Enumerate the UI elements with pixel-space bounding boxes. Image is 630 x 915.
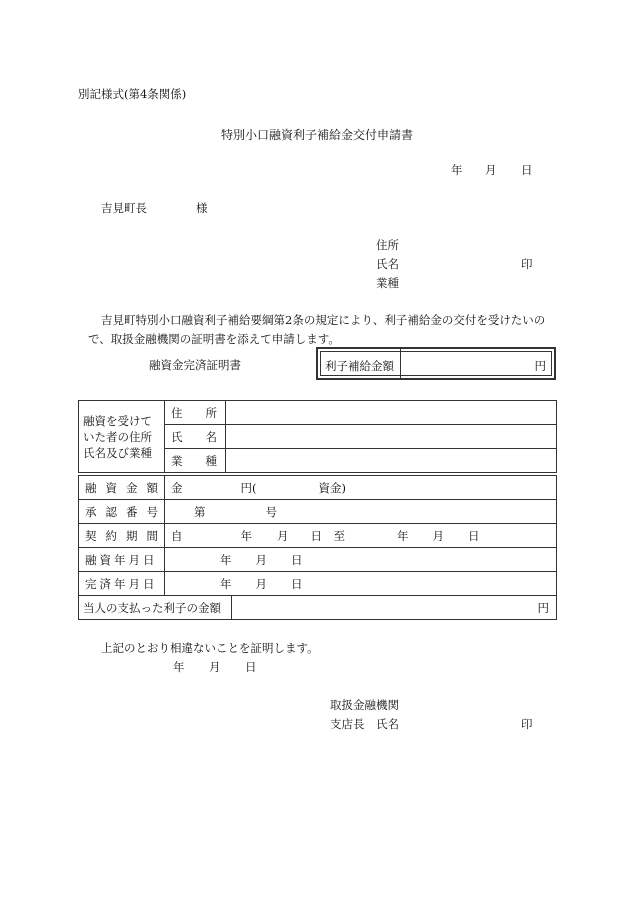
certificate-table — [78, 400, 557, 620]
subsidy-amount-yen: 円 — [534, 359, 546, 373]
footer-date-month: 月 — [209, 660, 221, 674]
footer-date-year: 年 — [173, 660, 185, 674]
business-label: 業 種 — [165, 449, 226, 473]
table-row-period — [79, 524, 557, 548]
table-row-address — [79, 401, 557, 425]
subsidy-amount-box — [316, 347, 556, 380]
date-day: 日 — [521, 163, 533, 177]
address-label: 住 所 — [165, 401, 226, 425]
applicant-address-label: 住所 — [376, 238, 399, 252]
subsidy-amount-label: 利子補給金額 — [325, 359, 394, 373]
body-line-2: で、取扱金融機関の証明書を添えて申請します。 — [88, 332, 340, 346]
name-label: 氏 名 — [165, 425, 226, 449]
loan-amount-value: 金 円( 資金) — [165, 476, 557, 500]
table-row-loan-amount — [79, 476, 557, 500]
business-value — [226, 449, 557, 473]
period-value: 自 年 月 日 至 年 月 日 — [165, 524, 557, 548]
period-label: 契約期間 — [79, 524, 165, 548]
form-reference: 別記様式(第4条関係) — [78, 87, 187, 101]
interest-yen: 円 — [232, 596, 557, 620]
approval-label: 承認番号 — [79, 500, 165, 524]
loan-date-label: 融資年月日 — [79, 548, 165, 572]
loan-date-value: 年 月 日 — [165, 548, 557, 572]
body-line-1: 吉見町特別小口融資利子補給要綱第2条の規定により、利子補給金の交付を受けたいの — [101, 313, 546, 327]
applicant-seal: 印 — [521, 257, 533, 271]
loan-amount-label: 融資金額 — [79, 476, 165, 500]
certify-text: 上記のとおり相違ないことを証明します。 — [101, 641, 319, 655]
repaid-date-label: 完済年月日 — [79, 572, 165, 596]
footer-date-day: 日 — [245, 660, 257, 674]
page-title: 特別小口融資利子補給金交付申請書 — [221, 128, 414, 142]
honorific: 様 — [196, 201, 208, 215]
approval-value: 第 号 — [165, 500, 557, 524]
interest-label: 当人の支払った利子の金額 — [79, 596, 232, 620]
addressee: 吉見町長 — [101, 201, 147, 215]
table-row-repaid-date — [79, 572, 557, 596]
date-year: 年 — [451, 163, 463, 177]
date-month: 月 — [485, 163, 497, 177]
applicant-business-label: 業種 — [376, 276, 399, 290]
borrower-label: 融資を受けて いた者の住所 氏名及び業種 — [79, 401, 165, 473]
certificate-heading: 融資金完済証明書 — [149, 358, 241, 372]
footer-seal: 印 — [521, 717, 533, 731]
name-value — [226, 425, 557, 449]
address-value — [226, 401, 557, 425]
branch-manager-label: 支店長 氏名 — [330, 717, 399, 731]
table-row-approval — [79, 500, 557, 524]
repaid-date-value: 年 月 日 — [165, 572, 557, 596]
table-row-loan-date — [79, 548, 557, 572]
institution-label: 取扱金融機関 — [330, 698, 399, 712]
applicant-name-label: 氏名 — [376, 257, 399, 271]
table-row-interest — [79, 596, 557, 620]
